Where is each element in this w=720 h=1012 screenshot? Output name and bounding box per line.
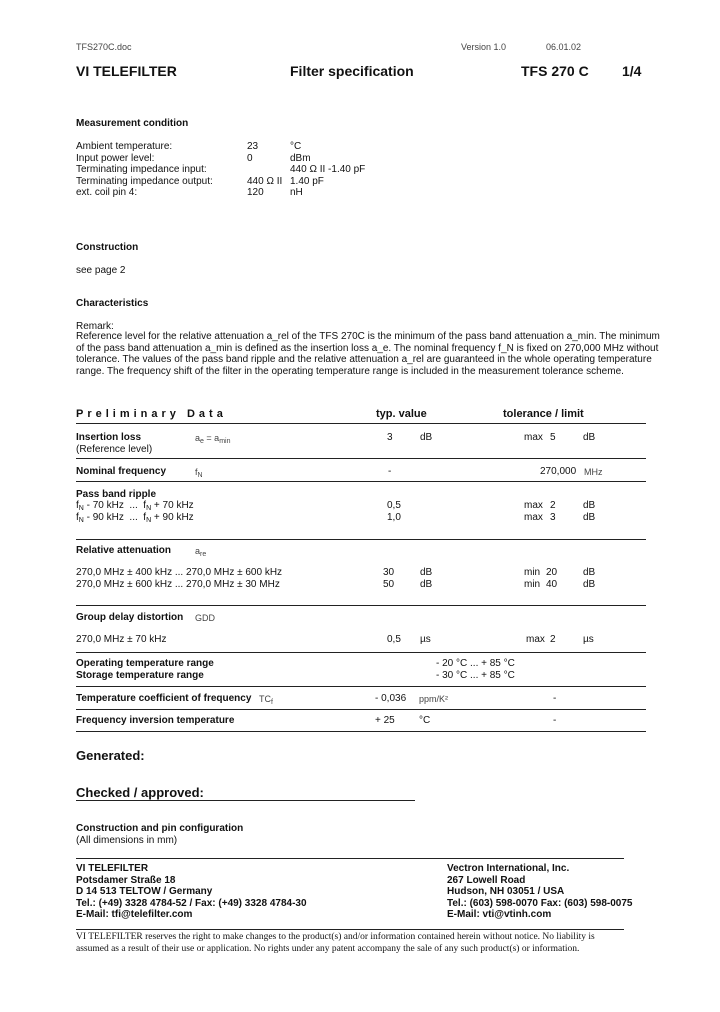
col-tolerance: tolerance / limit	[503, 408, 584, 420]
pin-config-sub: (All dimensions in mm)	[76, 835, 178, 846]
disclaimer-line-2: assumed as a result of their use or application. No rights under any patent accompany the sale of any such product(s) or information.	[76, 944, 580, 954]
gdd-limit-unit: µs	[583, 634, 594, 645]
relative-typ-1: 30	[383, 567, 395, 578]
footer-line: E-Mail: tfi@telefilter.com	[76, 909, 193, 920]
date: 06.01.02	[546, 42, 582, 52]
nominal-label: Nominal frequency	[76, 466, 167, 477]
gdd-limit-kind: max	[526, 634, 545, 645]
insertion-symbol: $a_e = a_{min}$	[195, 433, 231, 445]
measurement-label: Ambient temperature:	[76, 141, 173, 152]
disclaimer-line-1: VI TELEFILTER reserves the right to make changes to the product(s) and/or information contained herein without notice. No liability is	[76, 932, 595, 942]
footer-line: Hudson, NH 03051 / USA	[447, 886, 565, 897]
ripple-range-2: $f_N - 90$ kHz ... $f_N + 90$ kHz	[76, 512, 194, 524]
ripple-limit-1: 2	[550, 500, 556, 511]
ripple-typ-2: 1,0	[387, 512, 401, 523]
gdd-range: 270,0 MHz ± 70 kHz	[76, 634, 167, 645]
measurement-unit: 440 Ω II -1.40 pF	[290, 164, 366, 175]
gdd-symbol: GDD	[195, 613, 215, 623]
measurement-heading: Measurement condition	[76, 118, 189, 129]
doc-title: Filter specification	[290, 63, 414, 79]
relative-limit-2: 40	[546, 579, 558, 590]
version: Version 1.0	[461, 42, 507, 52]
footer-line: VI TELEFILTER	[76, 863, 149, 874]
gdd-label: Group delay distortion	[76, 612, 184, 623]
inversion-typ: + 25	[375, 715, 395, 726]
ripple-limit-2: 3	[550, 512, 556, 523]
part-number: TFS 270 C	[521, 63, 589, 79]
footer-line: Potsdamer Straße 18	[76, 874, 176, 886]
footer-line: 267 Lowell Road	[447, 874, 526, 886]
file-name: TFS270C.doc	[76, 42, 132, 52]
footer-line: Vectron International, Inc.	[447, 863, 570, 874]
nominal-limit: 270,000	[540, 466, 577, 477]
relative-symbol: $a_{re}$	[195, 546, 207, 558]
ripple-label: Pass band ripple	[76, 489, 157, 500]
inversion-label: Frequency inversion temperature	[76, 715, 235, 726]
footer-line: Tel.: (+49) 3328 4784-52 / Fax: (+49) 3328 4784-30	[76, 897, 307, 909]
gdd-unit: µs	[420, 634, 431, 645]
remark-line: range. The frequency shift of the filter in the operating temperature range is included in the measurement tolerance scheme.	[76, 365, 624, 377]
footer-line: D 14 513 TELTOW / Germany	[76, 886, 213, 897]
pin-config-heading: Construction and pin configuration	[76, 823, 244, 834]
page-number: 1/4	[622, 63, 642, 79]
gdd-limit: 2	[550, 634, 556, 645]
ripple-limit-kind-2: max	[524, 512, 543, 523]
inversion-limit: -	[553, 715, 557, 726]
insertion-unit: dB	[420, 432, 433, 443]
company-name: VI TELEFILTER	[76, 63, 177, 79]
ripple-typ-1: 0,5	[387, 500, 401, 511]
gdd-typ: 0,5	[387, 634, 401, 645]
footer-line: Tel.: (603) 598-0070 Fax: (603) 598-0075	[447, 897, 633, 909]
construction-text: see page 2	[76, 265, 126, 276]
characteristics-heading: Characteristics	[76, 298, 149, 309]
op-temp-label: Operating temperature range	[76, 658, 214, 669]
relative-limit-1: 20	[546, 567, 558, 578]
generated-label: Generated:	[76, 748, 145, 763]
ripple-limit-unit-2: dB	[583, 512, 596, 523]
insertion-sub: (Reference level)	[76, 444, 153, 455]
ripple-range-1: $f_N - 70$ kHz ... $f_N + 70$ kHz	[76, 500, 194, 512]
relative-range-1: 270,0 MHz ± 400 kHz ... 270,0 MHz ± 600 kHz	[76, 567, 283, 578]
tcf-symbol: $TC_f$	[259, 694, 273, 706]
measurement-unit: °C	[290, 141, 302, 152]
tcf-unit: ppm/K²	[419, 694, 449, 704]
ripple-limit-kind-1: max	[524, 500, 543, 511]
nominal-symbol: $f_N$	[195, 467, 203, 479]
measurement-label: Input power level:	[76, 152, 155, 164]
tcf-label: Temperature coefficient of frequency	[76, 693, 252, 704]
table-title: Preliminary Data	[76, 408, 227, 420]
relative-range-2: 270,0 MHz ± 600 kHz ... 270,0 MHz ± 30 MHz	[76, 579, 280, 590]
tcf-limit: -	[553, 693, 557, 704]
measurement-value: 120	[247, 187, 264, 198]
measurement-label: ext. coil pin 4:	[76, 187, 138, 198]
op-temp-value: - 20 °C ... + 85 °C	[436, 658, 515, 669]
remark-line: tolerance. The values of the pass band ripple and the relative attenuation a_rel are guaranteed in the whole operating temperature	[76, 354, 652, 365]
measurement-label: Terminating impedance output:	[76, 175, 213, 187]
relative-limit-unit-1: dB	[583, 567, 596, 578]
insertion-limit-kind: max	[524, 432, 543, 443]
remark-label: Remark:	[76, 321, 114, 332]
measurement-value: 23	[247, 141, 259, 152]
relative-typ-2: 50	[383, 579, 395, 590]
measurement-unit: dBm	[290, 152, 311, 164]
insertion-limit: 5	[550, 432, 556, 443]
relative-limit-kind-2: min	[524, 579, 541, 590]
checked-label: Checked / approved:	[76, 785, 204, 800]
measurement-unit: nH	[290, 187, 303, 198]
st-temp-label: Storage temperature range	[76, 670, 204, 681]
relative-unit-2: dB	[420, 579, 433, 590]
tcf-typ: - 0,036	[375, 693, 407, 704]
footer-line: E-Mail: vti@vtinh.com	[447, 909, 552, 920]
insertion-limit-unit: dB	[583, 432, 596, 443]
remark-line: of the pass band attenuation a_min is defined as the insertion loss a_e. The nominal frequency f_N is fixed on 270,000 MHz without	[76, 342, 659, 354]
ripple-limit-unit-1: dB	[583, 500, 596, 511]
nominal-limit-unit: MHz	[584, 467, 603, 477]
construction-heading: Construction	[76, 242, 139, 253]
measurement-unit: 1.40 pF	[290, 175, 324, 187]
st-temp-value: - 30 °C ... + 85 °C	[436, 670, 515, 681]
relative-unit-1: dB	[420, 567, 433, 578]
measurement-label: Terminating impedance input:	[76, 164, 207, 175]
measurement-value: 0	[247, 152, 253, 164]
measurement-value: 440 Ω II	[247, 175, 283, 187]
relative-limit-kind-1: min	[524, 567, 541, 578]
col-typ-value: typ. value	[376, 408, 427, 420]
relative-label: Relative attenuation	[76, 545, 172, 556]
insertion-typ: 3	[387, 432, 393, 443]
nominal-typ: -	[388, 466, 392, 477]
remark-line: Reference level for the relative attenuation a_rel of the TFS 270C is the minimum of the pass band attenuation a_min. The minimum	[76, 331, 660, 342]
inversion-unit: °C	[419, 715, 431, 726]
insertion-label: Insertion loss	[76, 432, 142, 443]
relative-limit-unit-2: dB	[583, 579, 596, 590]
